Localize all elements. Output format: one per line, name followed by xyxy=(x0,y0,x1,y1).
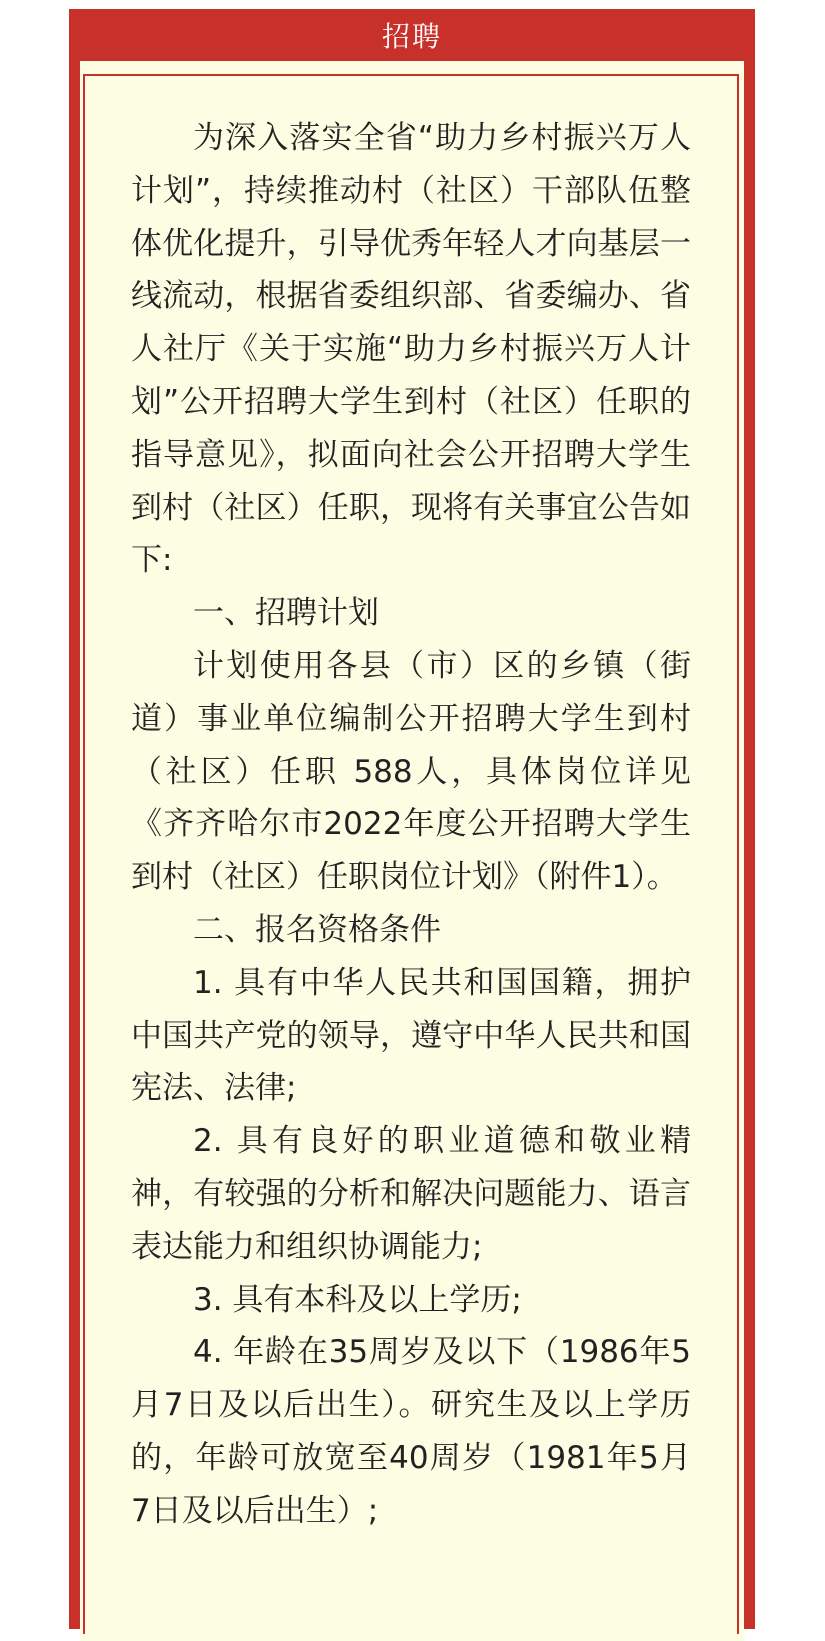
section-heading-plan: 一、招聘计划 xyxy=(193,595,379,632)
article-body xyxy=(131,112,691,1538)
qualification-item-1: 1. 具有中华人民共和国国籍，拥护中国共产党的领导，遵守中华人民共和国宪法、法律; xyxy=(131,964,691,1107)
intro-paragraph: 为深入落实全省“助力乡村振兴万人计划”，持续推动村（社区）干部队伍整体优化提升，引导优秀年轻人才向基层一线流动，根据省委组织部、省委编办、省人社厅《关于实施“助力乡村振兴万人计划”公开招聘大学生到村（社区）任职的指导意见》，拟面向社会公开招聘大学生到村（社区）任职，现将有关事宜公告如下: xyxy=(131,120,691,579)
section-header xyxy=(69,9,755,60)
qualification-item-2: 2. 具有良好的职业道德和敬业精神，有较强的分析和解决问题能力、语言表达能力和组织协调能力; xyxy=(131,1123,691,1265)
section-title: 招聘 xyxy=(381,19,442,53)
qualification-item-4: 4. 年龄在35周岁及以下（1986年5月7日及以后出生）。研究生及以上学历的，年龄可放宽至40周岁（1981年5月7日及以后出生）; xyxy=(131,1334,691,1529)
section-heading-qualifications: 二、报名资格条件 xyxy=(193,911,441,948)
plan-paragraph: 计划使用各县（市）区的乡镇（街道）事业单位编制公开招聘大学生到村（社区）任职 588人，具体岗位详见《齐齐哈尔市2022年度公开招聘大学生到村（社区）任职岗位计划》（附件1）。 xyxy=(131,647,691,896)
qualification-item-3: 3. 具有本科及以上学历; xyxy=(193,1281,522,1318)
